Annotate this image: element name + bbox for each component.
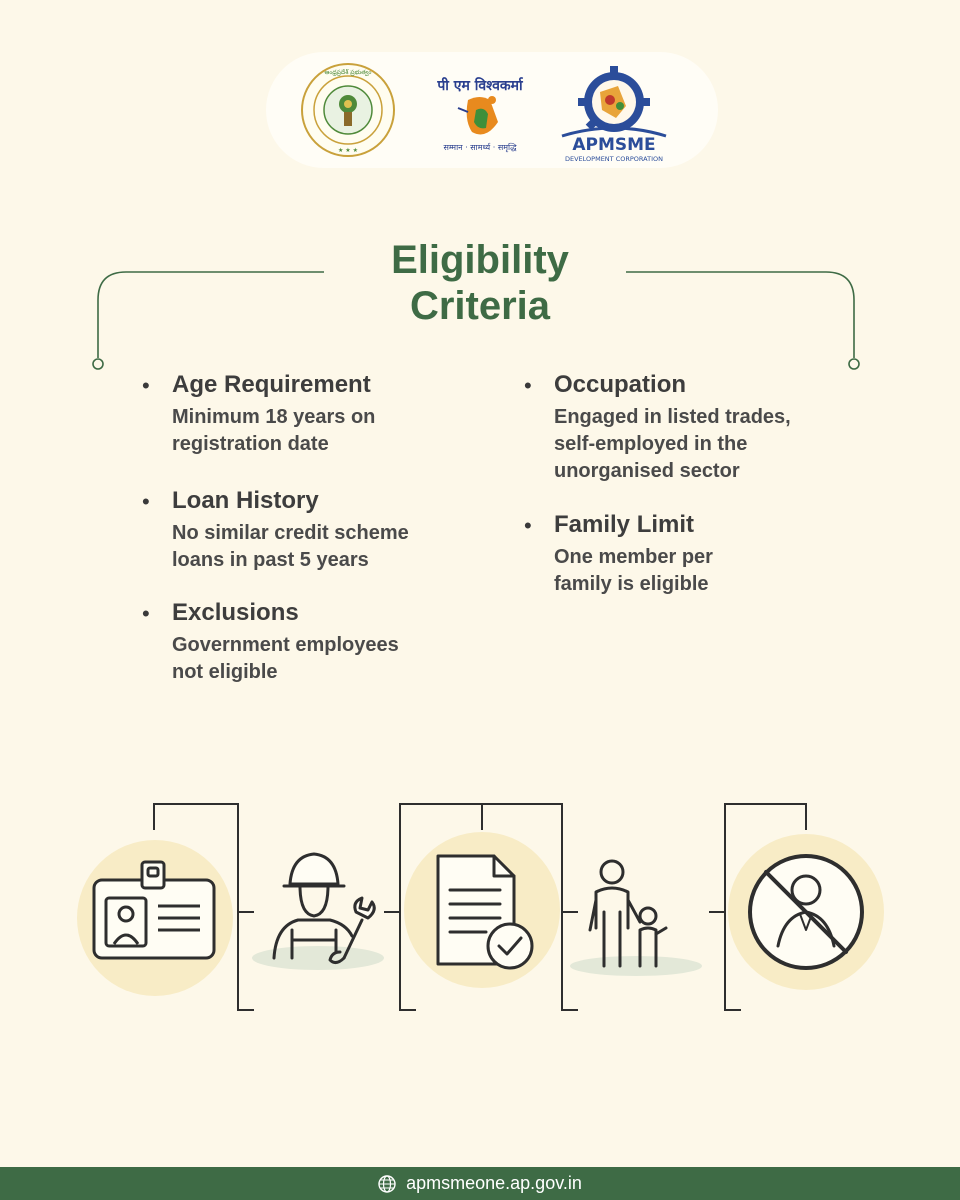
globe-icon [378,1175,396,1193]
criterion-heading: Family Limit [554,511,695,538]
shadow [252,946,384,970]
criterion-text: One member per family is eligible [554,546,713,595]
pmv-title: पी एम विश्वकर्मा [437,78,523,94]
criterion-age [142,370,462,486]
criteria-left-column [142,370,462,686]
shadow [570,956,702,976]
no-employee-icon [750,856,862,968]
criterion-occupation [524,370,844,510]
title-bracket-frame [0,0,960,400]
pmv-tagline: सम्मान · सामर्थ्य · समृद्धि [443,143,517,152]
icon-illustration-row [0,790,960,1030]
criterion-text: Engaged in listed trades, self-employed in the unorganised sector [554,406,791,482]
apmsme-subtitle: DEVELOPMENT CORPORATION [565,155,663,163]
page-title-line1: Eligibility [391,238,569,282]
apmsme-name: APMSME [572,135,656,155]
criterion-text: No similar credit scheme loans in past 5 years [172,522,409,571]
bullet: • [524,513,532,538]
criterion-heading: Exclusions [172,599,299,626]
bullet: • [142,373,150,398]
criteria-right-column [524,370,844,598]
website-url[interactable]: apmsmeone.ap.gov.in [406,1173,582,1193]
family-icon [590,861,666,966]
bullet: • [524,373,532,398]
criterion-heading: Occupation [554,371,687,398]
criterion-exclusions [142,598,462,686]
seal-text: ఆంధ్రప్రదేశ్ ప్రభుత్వం [324,69,372,76]
bullet: • [142,601,150,626]
criterion-text: Government employees not eligible [172,634,399,683]
criterion-family-limit [524,510,844,598]
criterion-loan-history [142,486,462,598]
criterion-heading: Age Requirement [172,371,371,398]
svg-text:★ ★ ★: ★ ★ ★ [338,147,358,154]
bullet: • [142,489,150,514]
footer-bar [0,1167,960,1200]
criterion-text: Minimum 18 years on registration date [172,406,376,455]
page-title-line2: Criteria [409,284,551,328]
criterion-heading: Loan History [172,487,319,514]
